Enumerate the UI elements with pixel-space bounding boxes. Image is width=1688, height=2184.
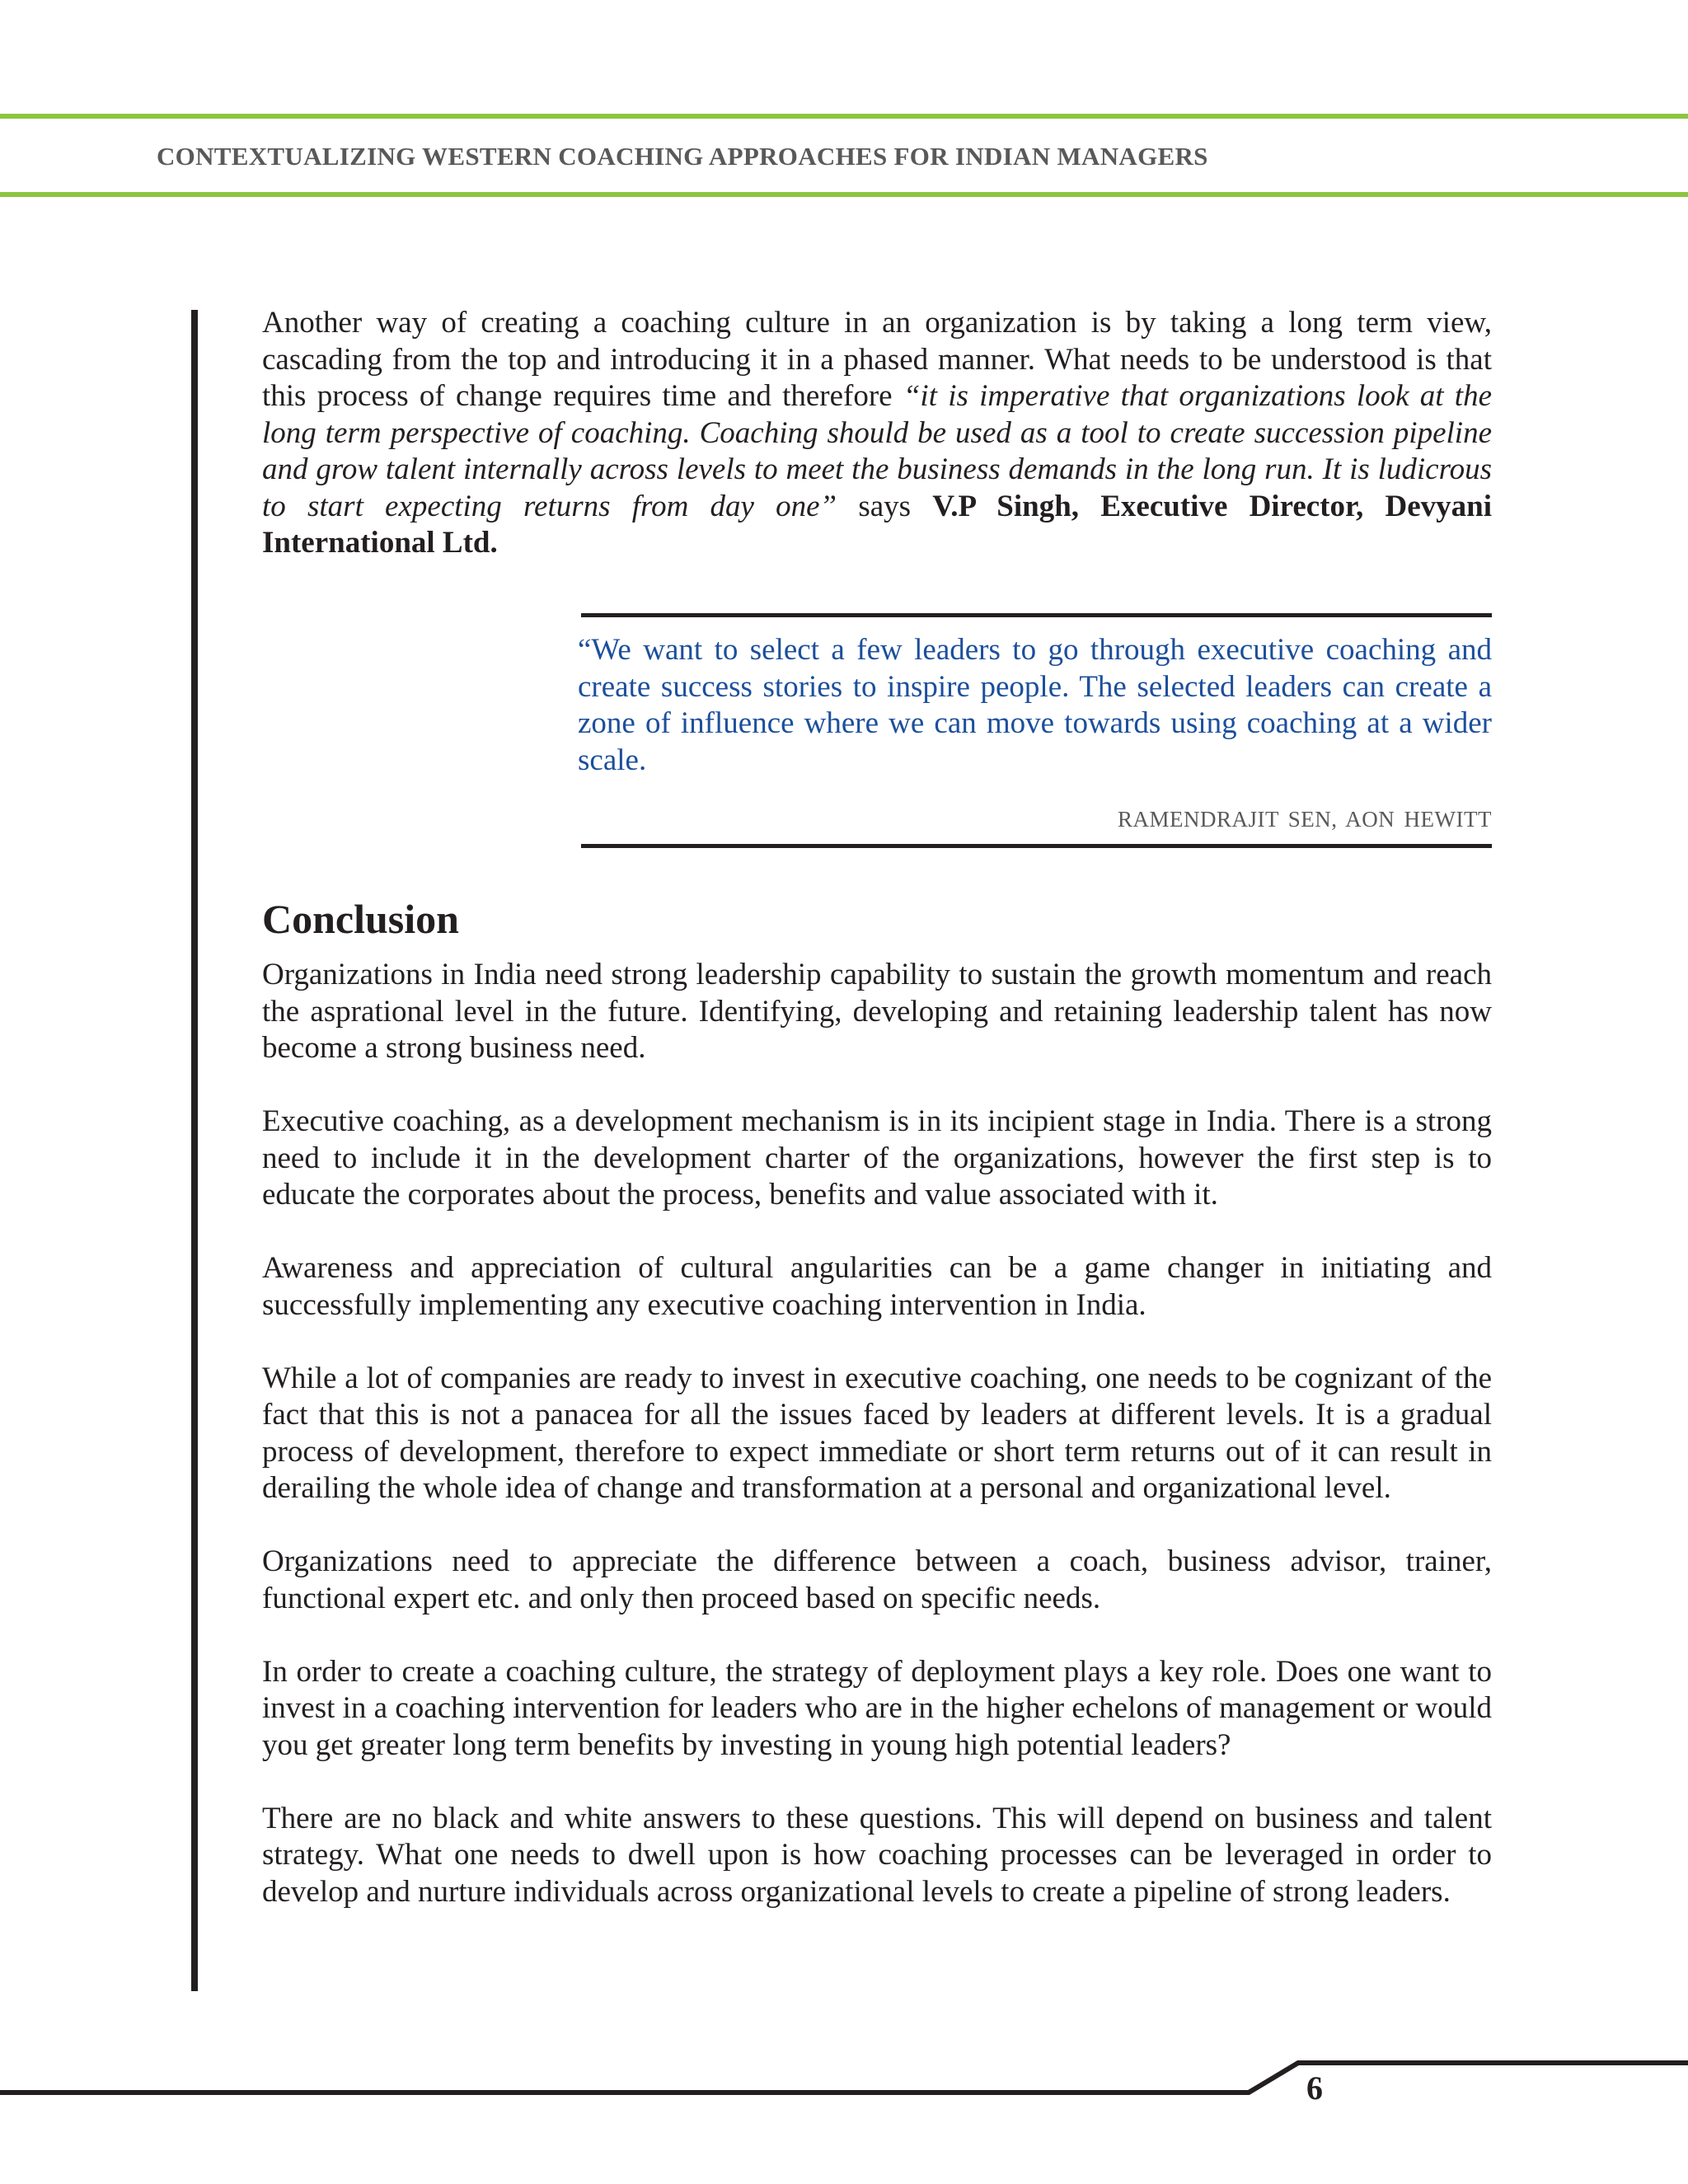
conclusion-heading: Conclusion (262, 896, 459, 942)
pull-quote (578, 613, 1492, 848)
intro-says: says (837, 489, 933, 523)
conclusion-paragraph: Organizations need to appreciate the difference between a coach, business advisor, trainer, functional expert etc. and only then proceed based on specific needs. (262, 1544, 1492, 1615)
intro-attribution: V.P Singh, Executive Director, Devyani International Ltd. (262, 489, 1492, 560)
intro-section (262, 305, 1492, 562)
header-top-rule (0, 114, 1688, 119)
footer-rule (0, 2059, 1688, 2108)
conclusion-paragraph: There are no black and white answers to these questions. This will depend on business and talent strategy. What one needs to dwell upon is how coaching processes can be leveraged in order to develop and nurture individuals across organizational levels to create a pipeline of strong leaders. (262, 1801, 1492, 1909)
conclusion-paragraph: In order to create a coaching culture, the strategy of deployment plays a key role. Does one want to invest in a coaching intervention for leaders who are in the higher echelons of management or would you get greater long term benefits by investing in young high potential leaders? (262, 1654, 1492, 1762)
header-bottom-rule (0, 192, 1688, 197)
conclusion-body (262, 957, 1492, 1947)
pull-quote-text: “We want to select a few leaders to go through executive coaching and create success stories to inspire people. The selected leaders can create a zone of influence where we can move towards using coaching at a wider scale. (578, 633, 1492, 777)
running-header-title: CONTEXTUALIZING WESTERN COACHING APPROACHES FOR INDIAN MANAGERS (157, 142, 1208, 171)
conclusion-paragraph: While a lot of companies are ready to invest in executive coaching, one needs to be cognizant of the fact that this is not a panacea for all the issues faced by leaders at different levels. It is a gradual process of development, therefore to expect immediate or short term returns out of it can result in derailing the whole idea of change and transformation at a personal and organizational level. (262, 1361, 1492, 1505)
intro-paragraph (262, 305, 1492, 562)
intro-text: Another way of creating a coaching culture in an organization is by taking a long term view, cascading from the top and introducing it in a phased manner. What needs to be understood is that this process of change requires time and therefore (262, 306, 1492, 413)
conclusion-paragraph: Executive coaching, as a development mechanism is in its incipient stage in India. There is a strong need to include it in the development charter of the organizations, however the first step is to educate the corporates about the process, benefits and value associated with it. (262, 1104, 1492, 1212)
pull-quote-bottom-rule (581, 844, 1492, 848)
left-margin-rule (191, 310, 198, 1991)
page-number: 6 (1306, 2069, 1323, 2107)
conclusion-paragraph: Organizations in India need strong leadership capability to sustain the growth momentum and reach the asprational level in the future. Identifying, developing and retaining leadership talent has now become a strong business need. (262, 958, 1492, 1065)
pull-quote-top-rule (581, 613, 1492, 617)
pull-quote-attribution: RAMENDRAJIT SEN, AON HEWITT (1118, 807, 1492, 832)
intro-quote: “it is imperative that organizations look at the long term perspective of coaching. Coaching should be used as a tool to create succession pipeline and grow talent internally across levels to meet the business demands in the long run. It is ludicrous to start expecting returns from day one” (262, 379, 1493, 523)
conclusion-paragraph: Awareness and appreciation of cultural angularities can be a game changer in initiating and successfully implementing any executive coaching intervention in India. (262, 1251, 1492, 1322)
